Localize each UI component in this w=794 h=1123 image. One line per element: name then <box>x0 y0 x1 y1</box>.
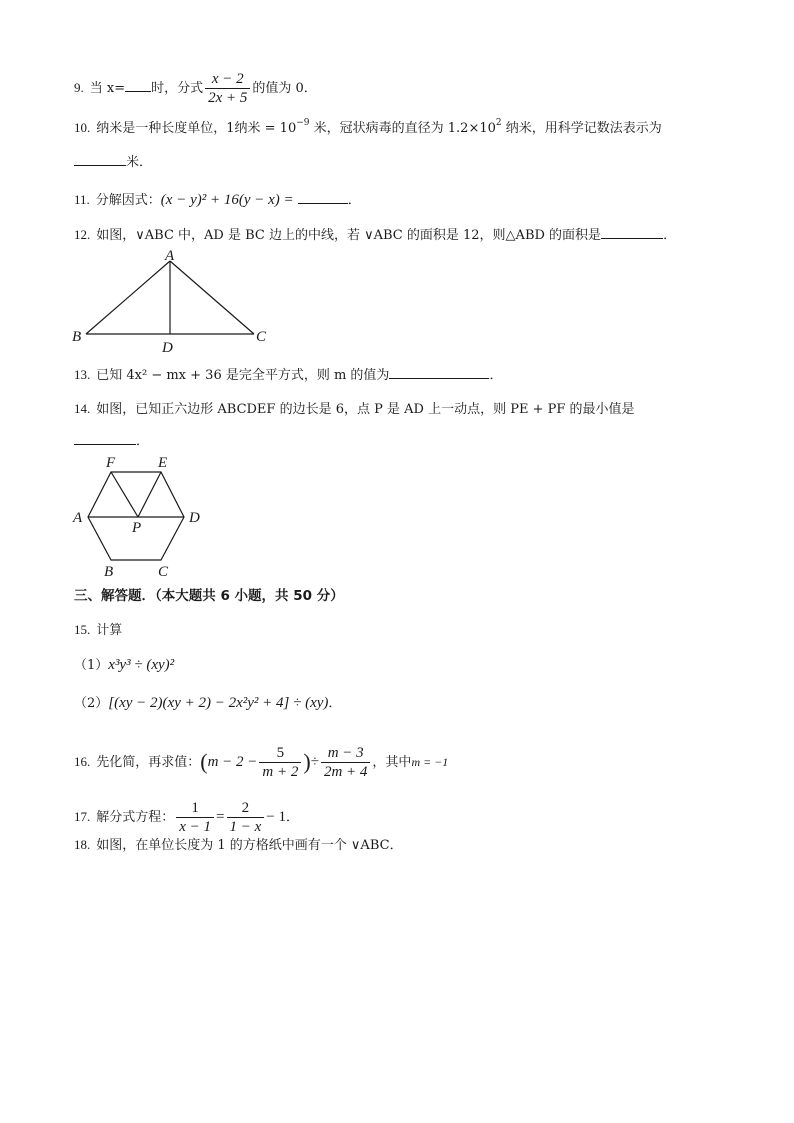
question-17: 17. 解分式方程： $\frac{1}{x - 1}$ = $\frac{2}{1 - x}$ − 1． <box>74 800 300 835</box>
question-14: 14. 如图，已知正六边形 ABCDEF 的边长是 6，点 P 是 AD 上一动点，则 PE + PF 的最小值是 <box>74 401 635 417</box>
math-expression: [(xy − 2)(xy + 2) − 2x²y² + 4] ÷ (xy) <box>108 695 329 711</box>
question-13: 13. 已知 4x² − mx + 36 是完全平方式，则 m 的值为 ． <box>74 364 502 386</box>
question-10-answer-line: 米． <box>74 151 152 173</box>
side-ac <box>170 261 254 334</box>
label-b: B <box>72 329 82 345</box>
question-16: 16. 先化简，再求值：(m − 2 − $\frac{5}{m + 2}$ )÷ $\frac{m - 3}{2m + 4}$ ，其中m = −1 <box>74 745 449 780</box>
fraction: $\frac{1}{x - 1}$ <box>176 799 214 836</box>
answer-blank <box>74 430 136 445</box>
question-number: 17. <box>74 809 91 824</box>
label-c: C <box>256 329 267 345</box>
label-e: E <box>158 455 168 471</box>
question-15: 15. 计算 <box>74 622 123 638</box>
fraction: $\frac{x - 2}{2x + 5}$ <box>205 70 250 107</box>
answer-blank <box>125 77 151 92</box>
question-number: 16. <box>74 754 91 769</box>
answer-blank <box>74 151 126 166</box>
math-expression: x³y³ ÷ (xy)² <box>108 657 175 673</box>
answer-blank <box>601 224 663 239</box>
question-18: 18. 如图，在单位长度为 1 的方格纸中画有一个 ∨ABC． <box>74 837 403 853</box>
label-a: A <box>73 510 83 526</box>
triangle-figure <box>68 246 278 358</box>
question-number: 11. <box>74 192 90 207</box>
question-11: 11. 分解因式：(x − y)² + 16(y − x) = ． <box>74 189 361 211</box>
label-a: A <box>165 248 175 264</box>
question-15-part-1: （1）x³y³ ÷ (xy)² <box>74 657 175 673</box>
fraction: $\frac{5}{m + 2}$ <box>259 744 301 781</box>
math-expression: (x − y)² + 16(y − x) = <box>160 192 294 208</box>
question-number: 9. <box>74 80 84 95</box>
label-f: F <box>106 455 116 471</box>
question-number: 18. <box>74 837 91 852</box>
label-c: C <box>158 564 169 580</box>
question-number: 15. <box>74 622 91 637</box>
fraction: $\frac{m - 3}{2m + 4}$ <box>321 744 370 781</box>
label-d: D <box>189 510 200 526</box>
question-14-answer-line: ． <box>74 430 149 452</box>
question-12: 12. 如图，∨ABC 中，AD 是 BC 边上的中线，若 ∨ABC 的面积是 12，则△ABD 的面积是 ． <box>74 224 676 246</box>
question-9: 9. 当 x= 时，分式 $\frac{x - 2}{2x + 5}$ 的值为 0． <box>74 71 317 106</box>
label-b: B <box>104 564 114 580</box>
question-10: 10. 纳米是一种长度单位，1纳米 = $10^{-9}$ 米，冠状病毒的直径为 $1.2\times 10^2$ 纳米，用科学记数法表示为 <box>74 118 662 136</box>
hexagon-figure <box>68 452 218 582</box>
fraction: $\frac{2}{1 - x}$ <box>227 799 265 836</box>
segment-pf <box>111 472 138 517</box>
answer-blank <box>389 364 489 379</box>
segment-pe <box>138 472 161 517</box>
question-number: 12. <box>74 227 91 242</box>
hexagon-abcdef <box>88 472 184 560</box>
section-heading: 三、解答题．（本大题共 6 小题，共 50 分） <box>74 588 344 604</box>
label-d: D <box>162 340 173 356</box>
answer-blank <box>298 189 348 204</box>
side-ab <box>86 261 170 334</box>
question-15-part-2: （2）[(xy − 2)(xy + 2) − 2x²y² + 4] ÷ (xy)． <box>74 695 342 711</box>
question-number: 10. <box>74 120 91 135</box>
question-number: 13. <box>74 367 91 382</box>
label-p: P <box>132 520 142 536</box>
question-number: 14. <box>74 401 91 416</box>
